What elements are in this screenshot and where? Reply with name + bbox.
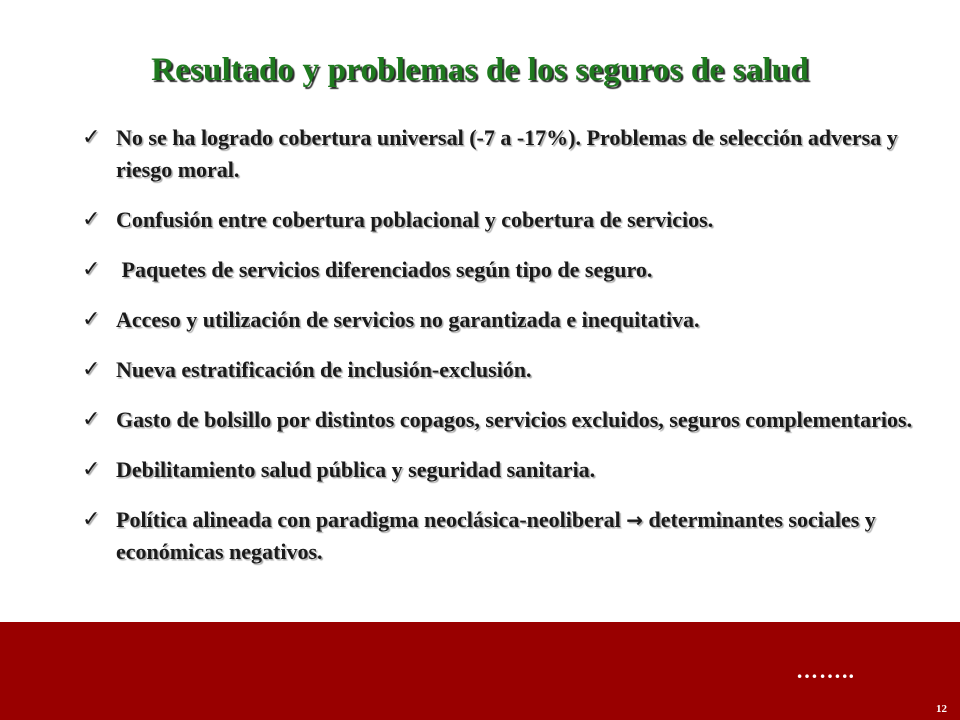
check-icon: ✓: [82, 407, 101, 432]
check-icon: ✓: [82, 307, 101, 332]
bullet-item: [78, 254, 950, 286]
slide-title: Resultado y problemas de los seguros de salud: [151, 52, 809, 88]
bullet-text-after-arrow: determinantes sociales y económicas negativos.: [116, 507, 876, 564]
bullet-text: Nueva estratificación de inclusión-exclusión.: [116, 357, 532, 382]
arrow-right-icon: →: [626, 508, 644, 532]
page-number: 12: [936, 703, 947, 715]
bullet-text: Acceso y utilización de servicios no garantizada e inequitativa.: [116, 307, 700, 332]
check-icon: ✓: [82, 257, 101, 282]
bullet-text-before-arrow: Política alineada con paradigma neoclásica-neoliberal: [116, 507, 621, 532]
bullet-text: Debilitamiento salud pública y seguridad sanitaria.: [116, 457, 596, 482]
bullet-item: [78, 504, 950, 568]
bullet-text: Confusión entre cobertura poblacional y cobertura de servicios.: [116, 207, 714, 232]
bullet-text: Gasto de bolsillo por distintos copagos, servicios excluidos, seguros complementarios.: [116, 407, 913, 432]
check-icon: ✓: [82, 357, 101, 382]
check-icon: ✓: [82, 507, 101, 532]
footer-ellipsis: ……..: [796, 658, 855, 683]
check-icon: ✓: [82, 125, 101, 150]
bullet-item: [78, 122, 950, 186]
bullet-item: [78, 404, 950, 436]
check-icon: ✓: [82, 457, 101, 482]
bullet-text: Paquetes de servicios diferenciados según tipo de seguro.: [116, 257, 653, 282]
bullet-item: [78, 204, 950, 236]
check-icon: ✓: [82, 207, 101, 232]
bullet-list: [78, 122, 950, 586]
bullet-text: No se ha logrado cobertura universal (-7 a -17%). Problemas de selección adversa y riesgo moral.: [116, 125, 898, 182]
bullet-item: [78, 304, 950, 336]
bullet-item: [78, 354, 950, 386]
bullet-item: [78, 454, 950, 486]
